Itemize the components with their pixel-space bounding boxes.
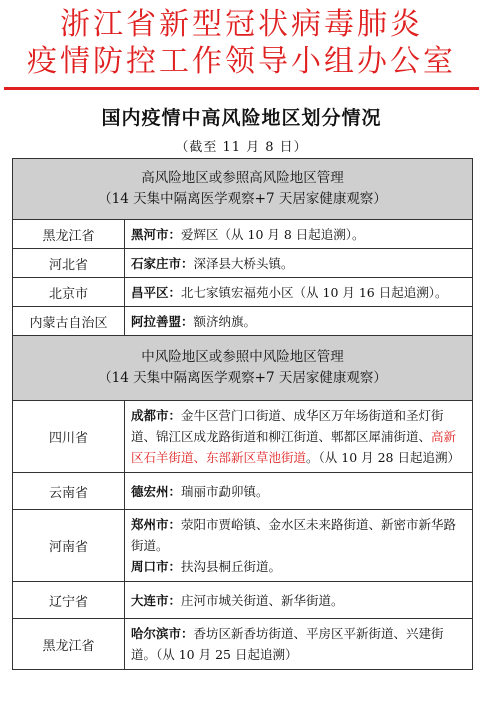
area-text: 扶沟县桐丘街道。 <box>181 559 282 574</box>
high-risk-section-header <box>13 159 473 220</box>
city-label: 成都市： <box>131 408 182 423</box>
document-title: 国内疫情中高风险地区划分情况 <box>101 107 382 129</box>
area-cell <box>125 307 473 336</box>
area-text: 深泽县大桥头镇。 <box>193 255 294 271</box>
city-label: 德宏州： <box>131 483 182 499</box>
area-cell <box>125 473 473 510</box>
table-row <box>13 401 473 473</box>
city-label: 石家庄市： <box>131 255 194 271</box>
city-label: 黑河市： <box>131 226 182 242</box>
area-text: 香坊区新香坊街道、平房区平新街道、兴建街道。（从 10 月 25 日起追溯） <box>131 626 444 662</box>
city-label: 周口市： <box>131 559 182 574</box>
area-cell <box>125 220 473 249</box>
area-text: 瑞丽市勐卯镇。 <box>181 483 269 499</box>
area-cell <box>125 619 473 670</box>
document-date: （截至 11 月 8 日） <box>175 140 308 155</box>
city-label: 阿拉善盟： <box>131 313 194 329</box>
risk-area-table <box>12 158 473 670</box>
area-cell <box>125 249 473 278</box>
province-cell: 辽宁省 <box>13 582 125 619</box>
area-text: 金牛区营门口街道、成华区万年场街道和圣灯街道、锦江区成龙路街道和柳江街道、郫都区犀浦街道、 <box>131 408 444 444</box>
province-cell: 四川省 <box>13 401 125 473</box>
medium-risk-section-header <box>13 336 473 401</box>
table-row <box>13 307 473 336</box>
province-cell: 北京市 <box>13 278 125 307</box>
header-line-2: 疫情防控工作领导小组办公室 <box>27 44 456 79</box>
province-cell: 内蒙古自治区 <box>13 307 125 336</box>
table-row <box>13 220 473 249</box>
area-cell <box>125 582 473 619</box>
medium-risk-note: （14 天集中隔离医学观察+7 天居家健康观察） <box>98 370 387 386</box>
table-row <box>13 278 473 307</box>
area-cell <box>125 401 473 473</box>
city-label: 郑州市： <box>131 517 182 532</box>
province-cell: 河南省 <box>13 510 125 582</box>
area-text: 爱辉区（从 10 月 8 日起追溯）。 <box>181 226 365 242</box>
medium-risk-heading: 中风险地区或参照中风险地区管理 <box>141 349 344 365</box>
header-line-1: 浙江省新型冠状病毒肺炎 <box>60 7 423 42</box>
province-cell: 黑龙江省 <box>13 220 125 249</box>
province-cell: 河北省 <box>13 249 125 278</box>
table-row <box>13 582 473 619</box>
area-text: 北七家镇宏福苑小区（从 10 月 16 日起追溯）。 <box>181 284 448 300</box>
area-entry <box>131 514 468 556</box>
highlighted-area-text: 高新区石羊街道、东部新区草池街道 <box>131 429 457 465</box>
area-entry <box>131 556 468 577</box>
city-label: 哈尔滨市： <box>131 626 194 641</box>
table-row <box>13 510 473 582</box>
area-text: 额济纳旗。 <box>193 313 257 329</box>
province-cell: 黑龙江省 <box>13 619 125 670</box>
area-text-suffix: 。（从 10 月 28 日起追溯） <box>306 450 460 465</box>
document-header <box>0 0 483 97</box>
area-cell <box>125 510 473 582</box>
area-text: 荥阳市贾峪镇、金水区未来路街道、新密市新华路街道。 <box>131 517 457 553</box>
high-risk-note: （14 天集中隔离医学观察+7 天居家健康观察） <box>98 191 387 207</box>
area-text: 庄河市城关街道、新华街道。 <box>181 592 344 608</box>
red-divider <box>4 87 479 90</box>
area-cell <box>125 278 473 307</box>
city-label: 大连市： <box>131 592 182 608</box>
high-risk-heading: 高风险地区或参照高风险地区管理 <box>141 170 344 186</box>
table-row <box>13 249 473 278</box>
province-cell: 云南省 <box>13 473 125 510</box>
table-row <box>13 619 473 670</box>
table-row <box>13 473 473 510</box>
city-label: 昌平区： <box>131 284 182 300</box>
